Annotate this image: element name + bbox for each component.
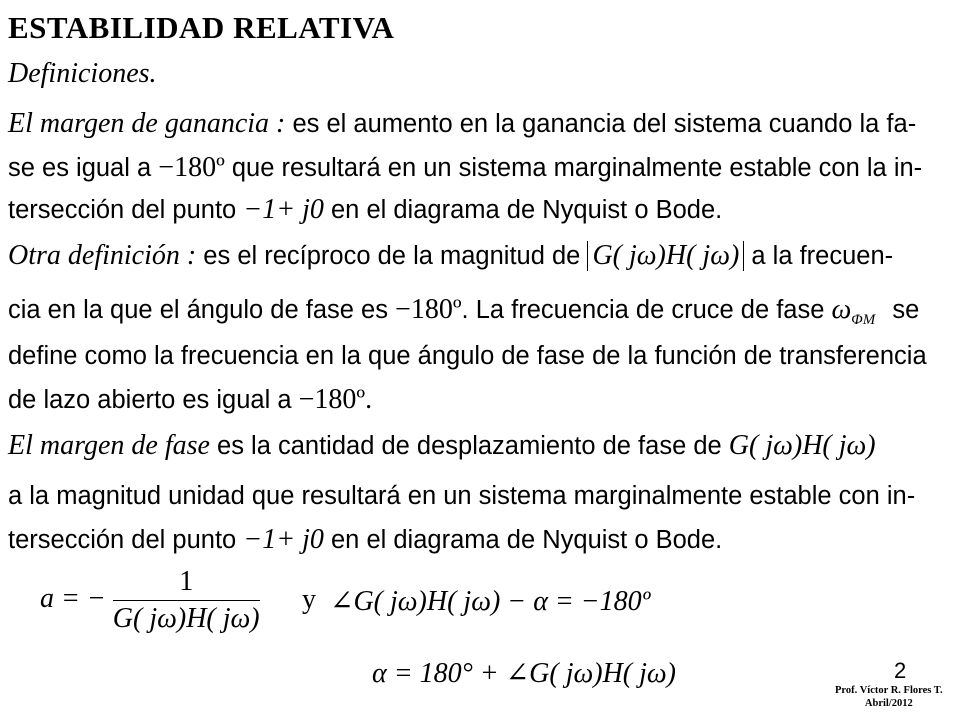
equation-connector: y bbox=[302, 584, 316, 615]
text: de lazo abierto es igual a bbox=[8, 386, 292, 414]
gain-margin-line-2 bbox=[8, 152, 922, 184]
other-def-line-3: define como la frecuencia en la que ángulo de fase de la función de transferencia bbox=[8, 342, 927, 370]
math-point: −1+ j0 bbox=[243, 194, 324, 225]
footer-author: Prof. Víctor R. Flores T. bbox=[835, 685, 943, 696]
math-minus-180: −180º. bbox=[298, 384, 373, 415]
definitions-heading: Definiciones. bbox=[8, 58, 157, 89]
text: . La frecuencia de cruce de fase bbox=[461, 296, 825, 324]
math-point: −1+ j0 bbox=[243, 524, 324, 555]
text: en el diagrama de Nyquist o Bode. bbox=[331, 526, 723, 554]
math-magnitude: G( jω)H( jω) bbox=[587, 241, 744, 271]
phase-margin-line-2: a la magnitud unidad que resultará en un sistema marginalmente estable con in- bbox=[8, 482, 916, 510]
text: es la cantidad de desplazamiento de fase de bbox=[217, 432, 722, 460]
text: es el recíproco de la magnitud de bbox=[203, 242, 581, 270]
text: tersección del punto bbox=[8, 196, 237, 224]
phase-margin-line-3 bbox=[8, 524, 722, 556]
page-title: ESTABILIDAD RELATIVA bbox=[8, 10, 395, 45]
gain-margin-line-3 bbox=[8, 194, 722, 226]
other-def-line-2 bbox=[8, 294, 919, 329]
other-def-line-4 bbox=[8, 384, 372, 416]
footer bbox=[835, 684, 943, 710]
gain-margin-line-1 bbox=[8, 108, 916, 140]
eq1-denominator: G( jω)H( jω) bbox=[112, 603, 260, 634]
text: que resultará en un sistema marginalmente estable con la in- bbox=[231, 154, 923, 182]
footer-date: Abril/2012 bbox=[864, 698, 913, 709]
equation-3: α = 180° + ∠G( jω)H( jω) bbox=[372, 658, 676, 689]
gain-margin-term: El margen de ganancia : bbox=[8, 108, 286, 139]
text: tersección del punto bbox=[8, 526, 237, 554]
eq1-numerator: 1 bbox=[113, 566, 260, 601]
math-omega bbox=[831, 294, 876, 328]
eq1-lhs: a = − bbox=[40, 582, 106, 614]
slide-number: 2 bbox=[894, 658, 907, 683]
equation-2: ∠G( jω)H( jω) − α = −180º bbox=[330, 586, 651, 617]
other-def-term: Otra definición : bbox=[8, 240, 197, 271]
text: a la frecuen- bbox=[751, 242, 894, 270]
text: se bbox=[892, 296, 920, 324]
phase-margin-line-1 bbox=[8, 430, 876, 462]
equation-1 bbox=[40, 566, 260, 635]
math-minus-180: −180º bbox=[395, 294, 462, 325]
phase-margin-term: El margen de fase bbox=[8, 430, 210, 461]
math-transfer: G( jω)H( jω) bbox=[728, 430, 876, 461]
math-minus-180: −180º bbox=[158, 152, 225, 183]
eq1-fraction bbox=[113, 566, 260, 635]
text: cia en la que el ángulo de fase es bbox=[8, 296, 388, 324]
text: es el aumento en la ganancia del sistema cuando la fa- bbox=[292, 110, 917, 138]
omega-symbol: ω bbox=[831, 294, 852, 325]
text: en el diagrama de Nyquist o Bode. bbox=[331, 196, 723, 224]
text: se es igual a bbox=[8, 154, 152, 182]
other-def-line-1 bbox=[8, 240, 893, 272]
omega-subscript: ΦM bbox=[851, 312, 876, 328]
